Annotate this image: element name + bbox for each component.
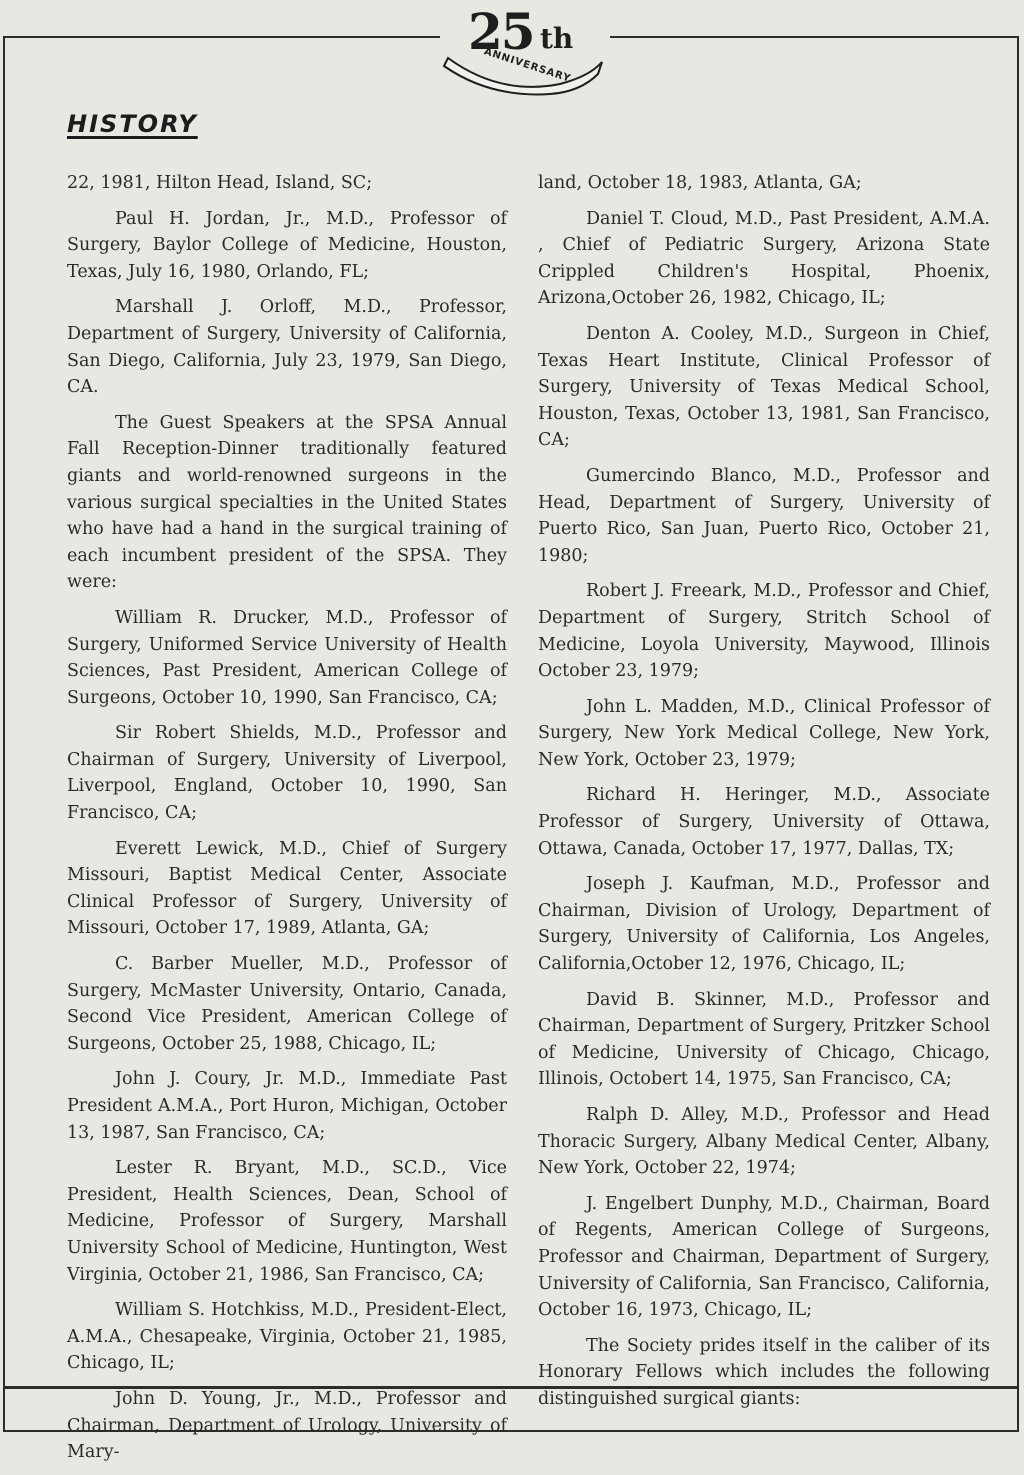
paragraph: William R. Drucker, M.D., Professor of Surgery, Uniformed Service University of Health Sciences, Past President, American College of Surgeons, October 10, 1990, San Francisco, CA; <box>67 607 507 708</box>
paragraph: Sir Robert Shields, M.D., Professor and Chairman of Surgery, University of Liverpool, Liverpool, England, October 10, 1990, San Francisco, CA; <box>67 723 507 824</box>
paragraph: Gumercindo Blanco, M.D., Professor and Head, Department of Surgery, University of Puerto Rico, San Juan, Puerto Rico, October 21, 1980; <box>538 465 990 566</box>
anniversary-logo <box>440 0 610 100</box>
paragraph: John L. Madden, M.D., Clinical Professor of Surgery, New York Medical College, New York, New York, October 23, 1979; <box>538 696 990 770</box>
paragraph: William S. Hotchkiss, M.D., President-Elect, A.M.A., Chesapeake, Virginia, October 21, 1985, Chicago, IL; <box>67 1300 507 1374</box>
right-column <box>538 170 990 1422</box>
paragraph: Robert J. Freeark, M.D., Professor and Chief, Department of Surgery, Stritch School of Medicine, Loyola University, Maywood, Illinois October 23, 1979; <box>538 581 990 682</box>
logo-suffix: th <box>540 22 574 55</box>
section-title: HISTORY <box>67 110 198 138</box>
paragraph: John J. Coury, Jr. M.D., Immediate Past President A.M.A., Port Huron, Michigan, October 13, 1987, San Francisco, CA; <box>67 1069 507 1143</box>
paragraph: Paul H. Jordan, Jr., M.D., Professor of Surgery, Baylor College of Medicine, Houston, Texas, July 16, 1980, Orlando, FL; <box>67 208 507 282</box>
paragraph: Everett Lewick, M.D., Chief of Surgery Missouri, Baptist Medical Center, Associate Clinical Professor of Surgery, University of Missouri, October 17, 1989, Atlanta, GA; <box>67 838 507 939</box>
paragraph: Richard H. Heringer, M.D., Associate Professor of Surgery, University of Ottawa, Ottawa, Canada, October 17, 1977, Dallas, TX; <box>538 785 990 859</box>
logo-number: 25 <box>468 2 534 61</box>
paragraph: J. Engelbert Dunphy, M.D., Chairman, Board of Regents, American College of Surgeons, Professor and Chairman, Department of Surgery, University of California, San Francisco, California, October 16, 1973, Chicago, IL; <box>538 1193 990 1321</box>
logo-ribbon-text: ANNIVERSARY <box>482 46 573 85</box>
paragraph: 22, 1981, Hilton Head, Island, SC; <box>67 173 373 193</box>
paragraph: John D. Young, Jr., M.D., Professor and Chairman, Department of Urology, University of Mary- <box>67 1388 507 1463</box>
paragraph: land, October 18, 1983, Atlanta, GA; <box>538 173 862 193</box>
paragraph: Joseph J. Kaufman, M.D., Professor and Chairman, Division of Urology, Department of Surgery, University of California, Los Angeles, California,October 12, 1976, Chicago, IL; <box>538 874 990 975</box>
paragraph: Lester R. Bryant, M.D., SC.D., Vice President, Health Sciences, Dean, School of Medicine, Professor of Surgery, Marshall University School of Medicine, Huntington, West Virginia, October 21, 1986, San Francisco, CA; <box>67 1158 507 1285</box>
paragraph: Marshall J. Orloff, M.D., Professor, Department of Surgery, University of California, San Diego, California, July 23, 1979, San Diego, CA. <box>67 297 507 398</box>
paragraph: Daniel T. Cloud, M.D., Past President, A.M.A. , Chief of Pediatric Surgery, Arizona State Crippled Children's Hospital, Phoenix, Arizona,October 26, 1982, Chicago, IL; <box>538 208 990 309</box>
left-column <box>67 170 507 1475</box>
paragraph: The Society prides itself in the caliber of its Honorary Fellows which includes the following distinguished surgical giants: <box>538 1335 990 1409</box>
paragraph: Ralph D. Alley, M.D., Professor and Head Thoracic Surgery, Albany Medical Center, Albany, New York, October 22, 1974; <box>538 1105 990 1179</box>
paragraph: The Guest Speakers at the SPSA Annual Fall Reception-Dinner traditionally featured giants and world-renowned surgeons in the various surgical specialties in the United States who have had a hand in the surgical training of each incumbent president of the SPSA. They were: <box>67 412 507 593</box>
paragraph: C. Barber Mueller, M.D., Professor of Surgery, McMaster University, Ontario, Canada, Second Vice President, American College of Surgeons, October 25, 1988, Chicago, IL; <box>67 954 507 1054</box>
paragraph: Denton A. Cooley, M.D., Surgeon in Chief, Texas Heart Institute, Clinical Professor of Surgery, University of Texas Medical School, Houston, Texas, October 13, 1981, San Francisco, CA; <box>538 323 990 451</box>
paragraph: David B. Skinner, M.D., Professor and Chairman, Department of Surgery, Pritzker School of Medicine, University of Chicago, Chicago, Illinois, Octobert 14, 1975, San Francisco, CA; <box>538 989 990 1090</box>
